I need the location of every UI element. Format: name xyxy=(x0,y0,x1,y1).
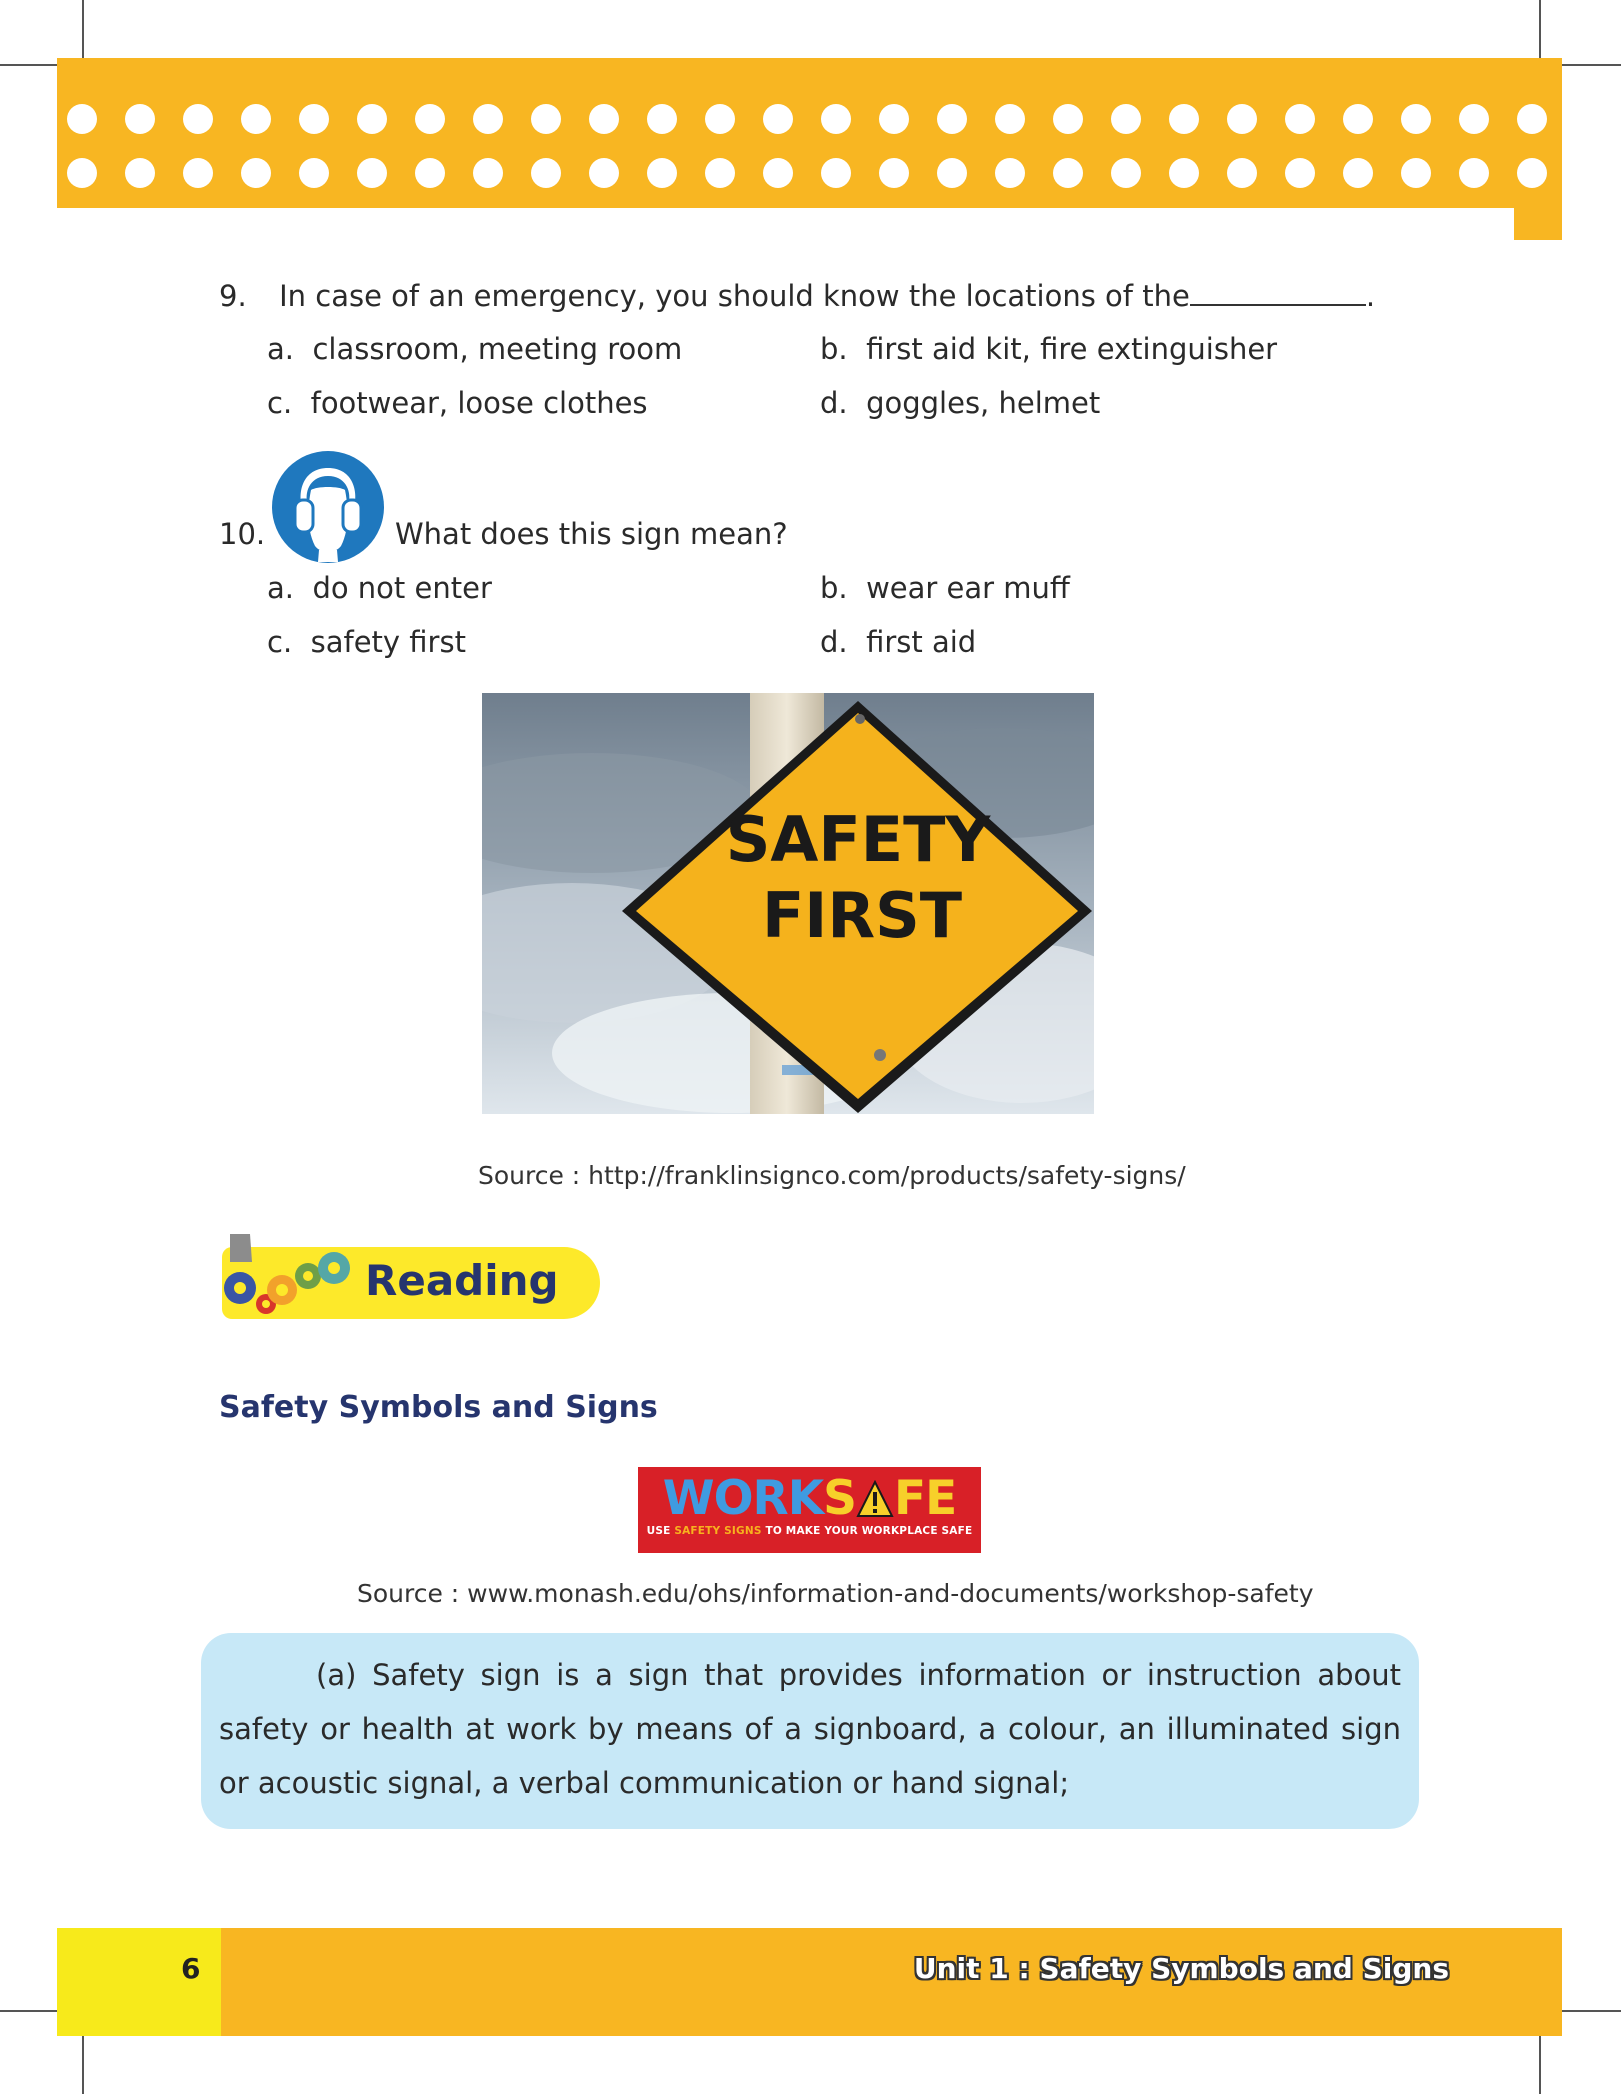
header-dot xyxy=(1285,158,1315,188)
header-dot xyxy=(1169,104,1199,134)
header-dot xyxy=(763,158,793,188)
header-dot xyxy=(415,104,445,134)
question-9: 9. In case of an emergency, you should know the locations of the . xyxy=(219,279,1376,313)
dots-row xyxy=(57,104,1562,134)
header-dot xyxy=(937,104,967,134)
option-b: b. first aid kit, fire extinguisher xyxy=(820,332,1278,366)
header-dot xyxy=(821,104,851,134)
header-dot xyxy=(473,104,503,134)
warning-triangle-icon xyxy=(856,1480,894,1518)
header-dot xyxy=(1401,158,1431,188)
header-dot xyxy=(531,104,561,134)
header-dot xyxy=(1517,158,1547,188)
header-dot xyxy=(1111,158,1141,188)
header-dot xyxy=(531,158,561,188)
header-dot xyxy=(879,158,909,188)
header-dot xyxy=(589,158,619,188)
header-dot xyxy=(1459,104,1489,134)
header-dot xyxy=(67,158,97,188)
answer-blank xyxy=(1190,278,1366,306)
header-dot xyxy=(1227,104,1257,134)
header-dot xyxy=(299,104,329,134)
page-number: 6 xyxy=(181,1952,201,1985)
header-dot xyxy=(241,158,271,188)
ear-protection-sign-icon xyxy=(271,450,385,564)
option-d: d. goggles, helmet xyxy=(820,386,1101,420)
crop-mark xyxy=(1556,2010,1621,2012)
option-c: c. footwear, loose clothes xyxy=(267,386,648,420)
header-dot xyxy=(183,158,213,188)
header-dot xyxy=(1169,158,1199,188)
photo-source-caption: Source : http://franklinsignco.com/products/safety-signs/ xyxy=(478,1161,1186,1190)
option-b: b. wear ear muff xyxy=(820,571,1070,605)
header-dot xyxy=(647,158,677,188)
header-dot xyxy=(879,104,909,134)
header-dot xyxy=(125,104,155,134)
option-a: a. do not enter xyxy=(267,571,492,605)
header-dot xyxy=(1343,158,1373,188)
header-tab xyxy=(1514,200,1562,240)
gears-icon xyxy=(216,1232,366,1328)
sign-text-line2: FIRST xyxy=(761,879,963,952)
crop-mark xyxy=(1539,0,1541,66)
header-dot xyxy=(1285,104,1315,134)
header-dot xyxy=(995,158,1025,188)
header-dot xyxy=(125,158,155,188)
crop-mark xyxy=(82,2030,84,2094)
definition-text: (a) Safety sign is a sign that provides information or instruction about safety or health at work by means of a signboard, a colour, an illuminated sign or acoustic signal, a verbal communication or hand signal; xyxy=(219,1658,1401,1800)
header-dot xyxy=(473,158,503,188)
header-dot xyxy=(1053,158,1083,188)
header-dot xyxy=(705,104,735,134)
header-dot xyxy=(1111,104,1141,134)
header-dot xyxy=(647,104,677,134)
header-dot xyxy=(1053,104,1083,134)
section-title: Safety Symbols and Signs xyxy=(219,1390,658,1425)
header-dot xyxy=(67,104,97,134)
logo-source-caption: Source : www.monash.edu/ohs/information-and-documents/workshop-safety xyxy=(357,1579,1314,1608)
header-dot xyxy=(241,104,271,134)
header-dot xyxy=(705,158,735,188)
dots-row xyxy=(57,158,1562,188)
header-dot xyxy=(1401,104,1431,134)
safety-first-photo xyxy=(482,693,1094,1114)
header-dot xyxy=(299,158,329,188)
crop-mark xyxy=(82,0,84,66)
reading-label: Reading xyxy=(365,1256,559,1305)
header-dot xyxy=(1343,104,1373,134)
header-dot xyxy=(1227,158,1257,188)
header-dot xyxy=(1459,158,1489,188)
header-dot xyxy=(763,104,793,134)
header-dot xyxy=(995,104,1025,134)
header-dot xyxy=(357,158,387,188)
worksafe-logo: WORKS FE USE SAFETY SIGNS TO MAKE YOUR WORKPLACE SAFE xyxy=(638,1467,981,1553)
header-band xyxy=(57,58,1562,208)
option-c: c. safety first xyxy=(267,625,466,659)
question-number: 9. xyxy=(219,279,247,313)
header-dot xyxy=(937,158,967,188)
header-dot xyxy=(415,158,445,188)
crop-mark xyxy=(1539,2030,1541,2094)
question-number: 10. xyxy=(219,517,266,551)
header-dot xyxy=(183,104,213,134)
option-a: a. classroom, meeting room xyxy=(267,332,683,366)
crop-mark xyxy=(1556,64,1621,66)
header-dot xyxy=(1517,104,1547,134)
header-dot xyxy=(357,104,387,134)
worksafe-tagline: USE SAFETY SIGNS TO MAKE YOUR WORKPLACE SAFE xyxy=(646,1525,973,1537)
question-text: What does this sign mean? xyxy=(395,517,788,551)
footer-unit-title: Unit 1 : Safety Symbols and Signs xyxy=(913,1952,1449,1985)
header-dot xyxy=(589,104,619,134)
option-d: d. first aid xyxy=(820,625,977,659)
header-dot xyxy=(821,158,851,188)
sign-text-line1: SAFETY xyxy=(725,803,991,876)
question-text: In case of an emergency, you should know the locations of the xyxy=(279,279,1190,313)
